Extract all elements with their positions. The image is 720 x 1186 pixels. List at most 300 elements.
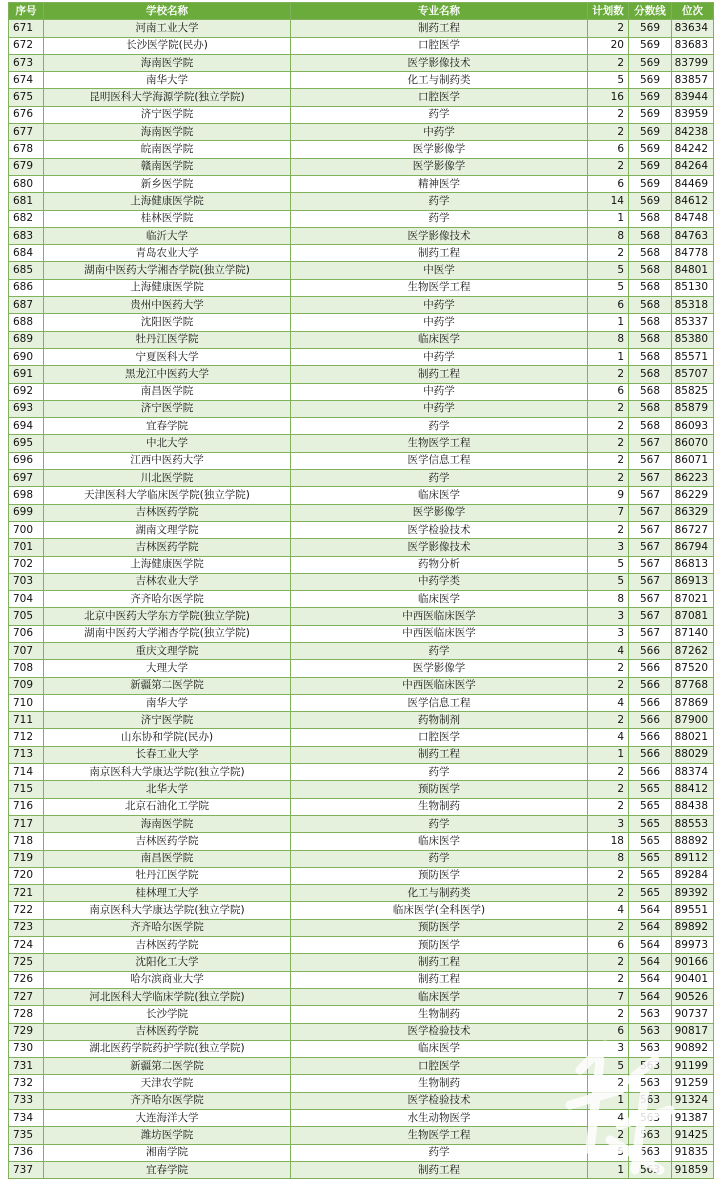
cell-major: 医学影像学 bbox=[291, 660, 588, 677]
cell-score: 563 bbox=[629, 1161, 672, 1178]
cell-plan: 2 bbox=[588, 54, 629, 71]
cell-score: 565 bbox=[629, 867, 672, 884]
cell-school: 牡丹江医学院 bbox=[44, 867, 291, 884]
cell-score: 568 bbox=[629, 418, 672, 435]
table-row bbox=[9, 885, 714, 902]
cell-school: 济宁医学院 bbox=[44, 712, 291, 729]
table-row bbox=[9, 366, 714, 383]
cell-major: 医学影像学 bbox=[291, 504, 588, 521]
cell-no: 725 bbox=[9, 954, 44, 971]
table-row bbox=[9, 297, 714, 314]
cell-score: 569 bbox=[629, 89, 672, 106]
cell-score: 569 bbox=[629, 141, 672, 158]
table-row bbox=[9, 764, 714, 781]
cell-score: 564 bbox=[629, 954, 672, 971]
cell-no: 708 bbox=[9, 660, 44, 677]
cell-school: 潍坊医学院 bbox=[44, 1127, 291, 1144]
cell-rank: 90737 bbox=[672, 1006, 714, 1023]
cell-plan: 1 bbox=[588, 1161, 629, 1178]
cell-score: 568 bbox=[629, 314, 672, 331]
cell-major: 生物医学工程 bbox=[291, 279, 588, 296]
cell-no: 700 bbox=[9, 521, 44, 538]
cell-no: 731 bbox=[9, 1058, 44, 1075]
cell-no: 728 bbox=[9, 1006, 44, 1023]
cell-score: 567 bbox=[629, 521, 672, 538]
cell-score: 567 bbox=[629, 539, 672, 556]
cell-rank: 88553 bbox=[672, 815, 714, 832]
cell-no: 686 bbox=[9, 279, 44, 296]
cell-school: 皖南医学院 bbox=[44, 141, 291, 158]
cell-no: 718 bbox=[9, 833, 44, 850]
cell-school: 宜春学院 bbox=[44, 418, 291, 435]
cell-major: 临床医学 bbox=[291, 1040, 588, 1057]
cell-major: 中西医临床医学 bbox=[291, 608, 588, 625]
cell-plan: 2 bbox=[588, 712, 629, 729]
header-no: 序号 bbox=[9, 3, 44, 20]
table-row bbox=[9, 470, 714, 487]
cell-plan: 9 bbox=[588, 487, 629, 504]
cell-rank: 87021 bbox=[672, 591, 714, 608]
cell-school: 新乡医学院 bbox=[44, 175, 291, 192]
cell-score: 569 bbox=[629, 106, 672, 123]
header-school: 学校名称 bbox=[44, 3, 291, 20]
cell-score: 569 bbox=[629, 20, 672, 37]
cell-rank: 88021 bbox=[672, 729, 714, 746]
cell-school: 吉林医药学院 bbox=[44, 833, 291, 850]
cell-school: 长春工业大学 bbox=[44, 746, 291, 763]
cell-score: 567 bbox=[629, 591, 672, 608]
cell-major: 药学 bbox=[291, 210, 588, 227]
cell-no: 720 bbox=[9, 867, 44, 884]
cell-major: 中西医临床医学 bbox=[291, 625, 588, 642]
cell-rank: 89284 bbox=[672, 867, 714, 884]
table-row bbox=[9, 867, 714, 884]
cell-rank: 91259 bbox=[672, 1075, 714, 1092]
cell-no: 707 bbox=[9, 642, 44, 659]
cell-plan: 2 bbox=[588, 660, 629, 677]
table-row bbox=[9, 262, 714, 279]
cell-plan: 2 bbox=[588, 366, 629, 383]
cell-plan: 5 bbox=[588, 1058, 629, 1075]
cell-plan: 6 bbox=[588, 175, 629, 192]
cell-score: 565 bbox=[629, 815, 672, 832]
cell-no: 697 bbox=[9, 470, 44, 487]
cell-rank: 86229 bbox=[672, 487, 714, 504]
cell-school: 新疆第二医学院 bbox=[44, 1058, 291, 1075]
cell-plan: 2 bbox=[588, 764, 629, 781]
cell-plan: 2 bbox=[588, 867, 629, 884]
cell-plan: 4 bbox=[588, 694, 629, 711]
cell-school: 南京医科大学康达学院(独立学院) bbox=[44, 764, 291, 781]
cell-score: 568 bbox=[629, 245, 672, 262]
cell-school: 贵州中医药大学 bbox=[44, 297, 291, 314]
cell-score: 569 bbox=[629, 72, 672, 89]
cell-plan: 8 bbox=[588, 591, 629, 608]
cell-major: 预防医学 bbox=[291, 781, 588, 798]
cell-rank: 87520 bbox=[672, 660, 714, 677]
table-row bbox=[9, 400, 714, 417]
cell-school: 中北大学 bbox=[44, 435, 291, 452]
cell-school: 吉林医药学院 bbox=[44, 937, 291, 954]
cell-school: 济宁医学院 bbox=[44, 106, 291, 123]
table-row bbox=[9, 331, 714, 348]
cell-rank: 85825 bbox=[672, 383, 714, 400]
cell-score: 564 bbox=[629, 937, 672, 954]
cell-major: 药学 bbox=[291, 764, 588, 781]
cell-score: 568 bbox=[629, 348, 672, 365]
cell-major: 临床医学 bbox=[291, 988, 588, 1005]
cell-no: 689 bbox=[9, 331, 44, 348]
cell-plan: 2 bbox=[588, 106, 629, 123]
cell-plan: 2 bbox=[588, 245, 629, 262]
cell-no: 721 bbox=[9, 885, 44, 902]
cell-major: 医学影像技术 bbox=[291, 227, 588, 244]
cell-no: 712 bbox=[9, 729, 44, 746]
cell-no: 713 bbox=[9, 746, 44, 763]
cell-major: 药学 bbox=[291, 418, 588, 435]
cell-no: 671 bbox=[9, 20, 44, 37]
cell-major: 口腔医学 bbox=[291, 729, 588, 746]
cell-major: 药学 bbox=[291, 850, 588, 867]
cell-major: 制药工程 bbox=[291, 954, 588, 971]
cell-major: 药物分析 bbox=[291, 556, 588, 573]
cell-school: 南华大学 bbox=[44, 694, 291, 711]
cell-major: 药学 bbox=[291, 106, 588, 123]
cell-no: 732 bbox=[9, 1075, 44, 1092]
cell-score: 565 bbox=[629, 833, 672, 850]
cell-no: 685 bbox=[9, 262, 44, 279]
cell-no: 695 bbox=[9, 435, 44, 452]
cell-plan: 2 bbox=[588, 798, 629, 815]
cell-plan: 5 bbox=[588, 72, 629, 89]
table-row bbox=[9, 729, 714, 746]
cell-no: 678 bbox=[9, 141, 44, 158]
table-row bbox=[9, 1144, 714, 1161]
cell-no: 719 bbox=[9, 850, 44, 867]
cell-school: 北京中医药大学东方学院(独立学院) bbox=[44, 608, 291, 625]
cell-plan: 1 bbox=[588, 314, 629, 331]
cell-no: 676 bbox=[9, 106, 44, 123]
cell-school: 上海健康医学院 bbox=[44, 279, 291, 296]
table-row bbox=[9, 72, 714, 89]
cell-school: 昆明医科大学海源学院(独立学院) bbox=[44, 89, 291, 106]
cell-school: 湖南中医药大学湘杏学院(独立学院) bbox=[44, 625, 291, 642]
cell-school: 桂林理工大学 bbox=[44, 885, 291, 902]
cell-score: 567 bbox=[629, 625, 672, 642]
table-row bbox=[9, 279, 714, 296]
cell-rank: 91387 bbox=[672, 1110, 714, 1127]
cell-major: 医学信息工程 bbox=[291, 452, 588, 469]
cell-plan: 2 bbox=[588, 418, 629, 435]
cell-no: 704 bbox=[9, 591, 44, 608]
cell-plan: 20 bbox=[588, 37, 629, 54]
cell-major: 药物制剂 bbox=[291, 712, 588, 729]
cell-major: 药学 bbox=[291, 815, 588, 832]
cell-plan: 7 bbox=[588, 504, 629, 521]
cell-no: 723 bbox=[9, 919, 44, 936]
header-rank: 位次 bbox=[672, 3, 714, 20]
cell-score: 563 bbox=[629, 1058, 672, 1075]
cell-plan: 3 bbox=[588, 815, 629, 832]
cell-school: 吉林医药学院 bbox=[44, 1023, 291, 1040]
cell-school: 宁夏医科大学 bbox=[44, 348, 291, 365]
cell-no: 733 bbox=[9, 1092, 44, 1109]
cell-plan: 6 bbox=[588, 937, 629, 954]
cell-rank: 91425 bbox=[672, 1127, 714, 1144]
table-row bbox=[9, 677, 714, 694]
cell-rank: 83799 bbox=[672, 54, 714, 71]
cell-school: 吉林医药学院 bbox=[44, 539, 291, 556]
table-row bbox=[9, 954, 714, 971]
cell-rank: 91324 bbox=[672, 1092, 714, 1109]
cell-no: 694 bbox=[9, 418, 44, 435]
table-row bbox=[9, 89, 714, 106]
cell-no: 693 bbox=[9, 400, 44, 417]
cell-plan: 2 bbox=[588, 781, 629, 798]
cell-score: 566 bbox=[629, 764, 672, 781]
cell-plan: 5 bbox=[588, 262, 629, 279]
cell-rank: 90401 bbox=[672, 971, 714, 988]
cell-school: 海南医学院 bbox=[44, 54, 291, 71]
cell-major: 生物制药 bbox=[291, 1006, 588, 1023]
cell-major: 临床医学 bbox=[291, 487, 588, 504]
cell-no: 737 bbox=[9, 1161, 44, 1178]
cell-score: 568 bbox=[629, 262, 672, 279]
cell-school: 湖南文理学院 bbox=[44, 521, 291, 538]
cell-school: 南昌医学院 bbox=[44, 383, 291, 400]
cell-major: 医学影像学 bbox=[291, 158, 588, 175]
table-row bbox=[9, 833, 714, 850]
cell-plan: 5 bbox=[588, 279, 629, 296]
cell-score: 567 bbox=[629, 487, 672, 504]
cell-major: 预防医学 bbox=[291, 937, 588, 954]
cell-score: 569 bbox=[629, 158, 672, 175]
cell-rank: 86913 bbox=[672, 573, 714, 590]
table-row bbox=[9, 106, 714, 123]
cell-school: 重庆文理学院 bbox=[44, 642, 291, 659]
cell-no: 684 bbox=[9, 245, 44, 262]
cell-no: 674 bbox=[9, 72, 44, 89]
cell-plan: 3 bbox=[588, 608, 629, 625]
cell-score: 563 bbox=[629, 1092, 672, 1109]
cell-rank: 85337 bbox=[672, 314, 714, 331]
cell-plan: 2 bbox=[588, 20, 629, 37]
table-row bbox=[9, 1058, 714, 1075]
table-row bbox=[9, 850, 714, 867]
cell-major: 化工与制药类 bbox=[291, 72, 588, 89]
cell-school: 济宁医学院 bbox=[44, 400, 291, 417]
cell-plan: 5 bbox=[588, 556, 629, 573]
table-row bbox=[9, 781, 714, 798]
table-row bbox=[9, 504, 714, 521]
cell-score: 563 bbox=[629, 1075, 672, 1092]
cell-score: 568 bbox=[629, 383, 672, 400]
cell-school: 湖北医药学院药护学院(独立学院) bbox=[44, 1040, 291, 1057]
cell-rank: 90892 bbox=[672, 1040, 714, 1057]
table-row bbox=[9, 452, 714, 469]
cell-plan: 18 bbox=[588, 833, 629, 850]
cell-no: 673 bbox=[9, 54, 44, 71]
cell-rank: 84612 bbox=[672, 193, 714, 210]
cell-rank: 85879 bbox=[672, 400, 714, 417]
cell-rank: 90817 bbox=[672, 1023, 714, 1040]
cell-major: 医学影像技术 bbox=[291, 539, 588, 556]
cell-score: 567 bbox=[629, 504, 672, 521]
cell-rank: 84801 bbox=[672, 262, 714, 279]
cell-plan: 6 bbox=[588, 141, 629, 158]
table-row bbox=[9, 141, 714, 158]
cell-plan: 3 bbox=[588, 539, 629, 556]
cell-rank: 86727 bbox=[672, 521, 714, 538]
cell-no: 705 bbox=[9, 608, 44, 625]
cell-rank: 84238 bbox=[672, 124, 714, 141]
table-row bbox=[9, 193, 714, 210]
cell-school: 齐齐哈尔医学院 bbox=[44, 919, 291, 936]
cell-major: 药学 bbox=[291, 470, 588, 487]
table-row bbox=[9, 1006, 714, 1023]
cell-score: 567 bbox=[629, 435, 672, 452]
cell-score: 568 bbox=[629, 210, 672, 227]
cell-score: 564 bbox=[629, 971, 672, 988]
cell-rank: 83683 bbox=[672, 37, 714, 54]
cell-no: 736 bbox=[9, 1144, 44, 1161]
table-row bbox=[9, 919, 714, 936]
cell-score: 563 bbox=[629, 1110, 672, 1127]
cell-school: 大连海洋大学 bbox=[44, 1110, 291, 1127]
cell-rank: 85318 bbox=[672, 297, 714, 314]
header-score: 分数线 bbox=[629, 3, 672, 20]
cell-plan: 5 bbox=[588, 1144, 629, 1161]
cell-school: 湖南中医药大学湘杏学院(独立学院) bbox=[44, 262, 291, 279]
cell-major: 制药工程 bbox=[291, 971, 588, 988]
cell-score: 566 bbox=[629, 746, 672, 763]
cell-plan: 2 bbox=[588, 435, 629, 452]
cell-school: 湘南学院 bbox=[44, 1144, 291, 1161]
cell-no: 672 bbox=[9, 37, 44, 54]
cell-score: 565 bbox=[629, 885, 672, 902]
cell-plan: 8 bbox=[588, 227, 629, 244]
table-row bbox=[9, 1127, 714, 1144]
cell-plan: 2 bbox=[588, 885, 629, 902]
cell-plan: 8 bbox=[588, 331, 629, 348]
cell-rank: 86070 bbox=[672, 435, 714, 452]
cell-rank: 86329 bbox=[672, 504, 714, 521]
cell-plan: 2 bbox=[588, 521, 629, 538]
cell-school: 临沂大学 bbox=[44, 227, 291, 244]
cell-score: 563 bbox=[629, 1144, 672, 1161]
cell-plan: 14 bbox=[588, 193, 629, 210]
cell-no: 690 bbox=[9, 348, 44, 365]
cell-school: 赣南医学院 bbox=[44, 158, 291, 175]
cell-major: 中药学 bbox=[291, 124, 588, 141]
cell-no: 703 bbox=[9, 573, 44, 590]
cell-school: 南昌医学院 bbox=[44, 850, 291, 867]
cell-major: 药学 bbox=[291, 1144, 588, 1161]
table-row bbox=[9, 642, 714, 659]
cell-score: 563 bbox=[629, 1006, 672, 1023]
cell-major: 临床医学 bbox=[291, 591, 588, 608]
cell-major: 医学影像学 bbox=[291, 141, 588, 158]
table-row bbox=[9, 539, 714, 556]
cell-school: 海南医学院 bbox=[44, 815, 291, 832]
cell-plan: 2 bbox=[588, 1075, 629, 1092]
cell-rank: 89392 bbox=[672, 885, 714, 902]
cell-score: 564 bbox=[629, 902, 672, 919]
cell-no: 716 bbox=[9, 798, 44, 815]
cell-no: 734 bbox=[9, 1110, 44, 1127]
cell-rank: 88412 bbox=[672, 781, 714, 798]
cell-score: 565 bbox=[629, 781, 672, 798]
cell-plan: 8 bbox=[588, 850, 629, 867]
cell-school: 天津农学院 bbox=[44, 1075, 291, 1092]
cell-no: 696 bbox=[9, 452, 44, 469]
header-plan: 计划数 bbox=[588, 3, 629, 20]
cell-rank: 90526 bbox=[672, 988, 714, 1005]
cell-score: 569 bbox=[629, 175, 672, 192]
cell-major: 生物制药 bbox=[291, 798, 588, 815]
table-row bbox=[9, 383, 714, 400]
cell-plan: 3 bbox=[588, 625, 629, 642]
cell-plan: 2 bbox=[588, 971, 629, 988]
cell-no: 717 bbox=[9, 815, 44, 832]
cell-rank: 84763 bbox=[672, 227, 714, 244]
cell-major: 中药学 bbox=[291, 400, 588, 417]
cell-major: 药学 bbox=[291, 642, 588, 659]
cell-score: 566 bbox=[629, 694, 672, 711]
cell-score: 566 bbox=[629, 712, 672, 729]
cell-major: 精神医学 bbox=[291, 175, 588, 192]
cell-major: 中药学 bbox=[291, 297, 588, 314]
table-row bbox=[9, 591, 714, 608]
table-row bbox=[9, 902, 714, 919]
cell-no: 735 bbox=[9, 1127, 44, 1144]
cell-rank: 89551 bbox=[672, 902, 714, 919]
table-row bbox=[9, 1023, 714, 1040]
header-major: 专业名称 bbox=[291, 3, 588, 20]
cell-no: 702 bbox=[9, 556, 44, 573]
table-row bbox=[9, 124, 714, 141]
cell-major: 水生动物医学 bbox=[291, 1110, 588, 1127]
cell-score: 566 bbox=[629, 660, 672, 677]
cell-rank: 88438 bbox=[672, 798, 714, 815]
cell-rank: 83959 bbox=[672, 106, 714, 123]
cell-plan: 6 bbox=[588, 1023, 629, 1040]
cell-school: 吉林农业大学 bbox=[44, 573, 291, 590]
cell-no: 729 bbox=[9, 1023, 44, 1040]
cell-major: 化工与制药类 bbox=[291, 885, 588, 902]
cell-major: 口腔医学 bbox=[291, 37, 588, 54]
cell-score: 568 bbox=[629, 400, 672, 417]
cell-score: 568 bbox=[629, 279, 672, 296]
cell-score: 563 bbox=[629, 1040, 672, 1057]
cell-school: 江西中医药大学 bbox=[44, 452, 291, 469]
cell-plan: 2 bbox=[588, 452, 629, 469]
admission-table-container bbox=[8, 2, 713, 1179]
cell-school: 新疆第二医学院 bbox=[44, 677, 291, 694]
cell-no: 726 bbox=[9, 971, 44, 988]
cell-school: 沈阳医学院 bbox=[44, 314, 291, 331]
cell-school: 海南医学院 bbox=[44, 124, 291, 141]
cell-rank: 86813 bbox=[672, 556, 714, 573]
cell-school: 河南工业大学 bbox=[44, 20, 291, 37]
cell-score: 569 bbox=[629, 54, 672, 71]
cell-plan: 4 bbox=[588, 902, 629, 919]
cell-rank: 90166 bbox=[672, 954, 714, 971]
table-row bbox=[9, 435, 714, 452]
table-row bbox=[9, 660, 714, 677]
table-row bbox=[9, 937, 714, 954]
cell-rank: 85571 bbox=[672, 348, 714, 365]
